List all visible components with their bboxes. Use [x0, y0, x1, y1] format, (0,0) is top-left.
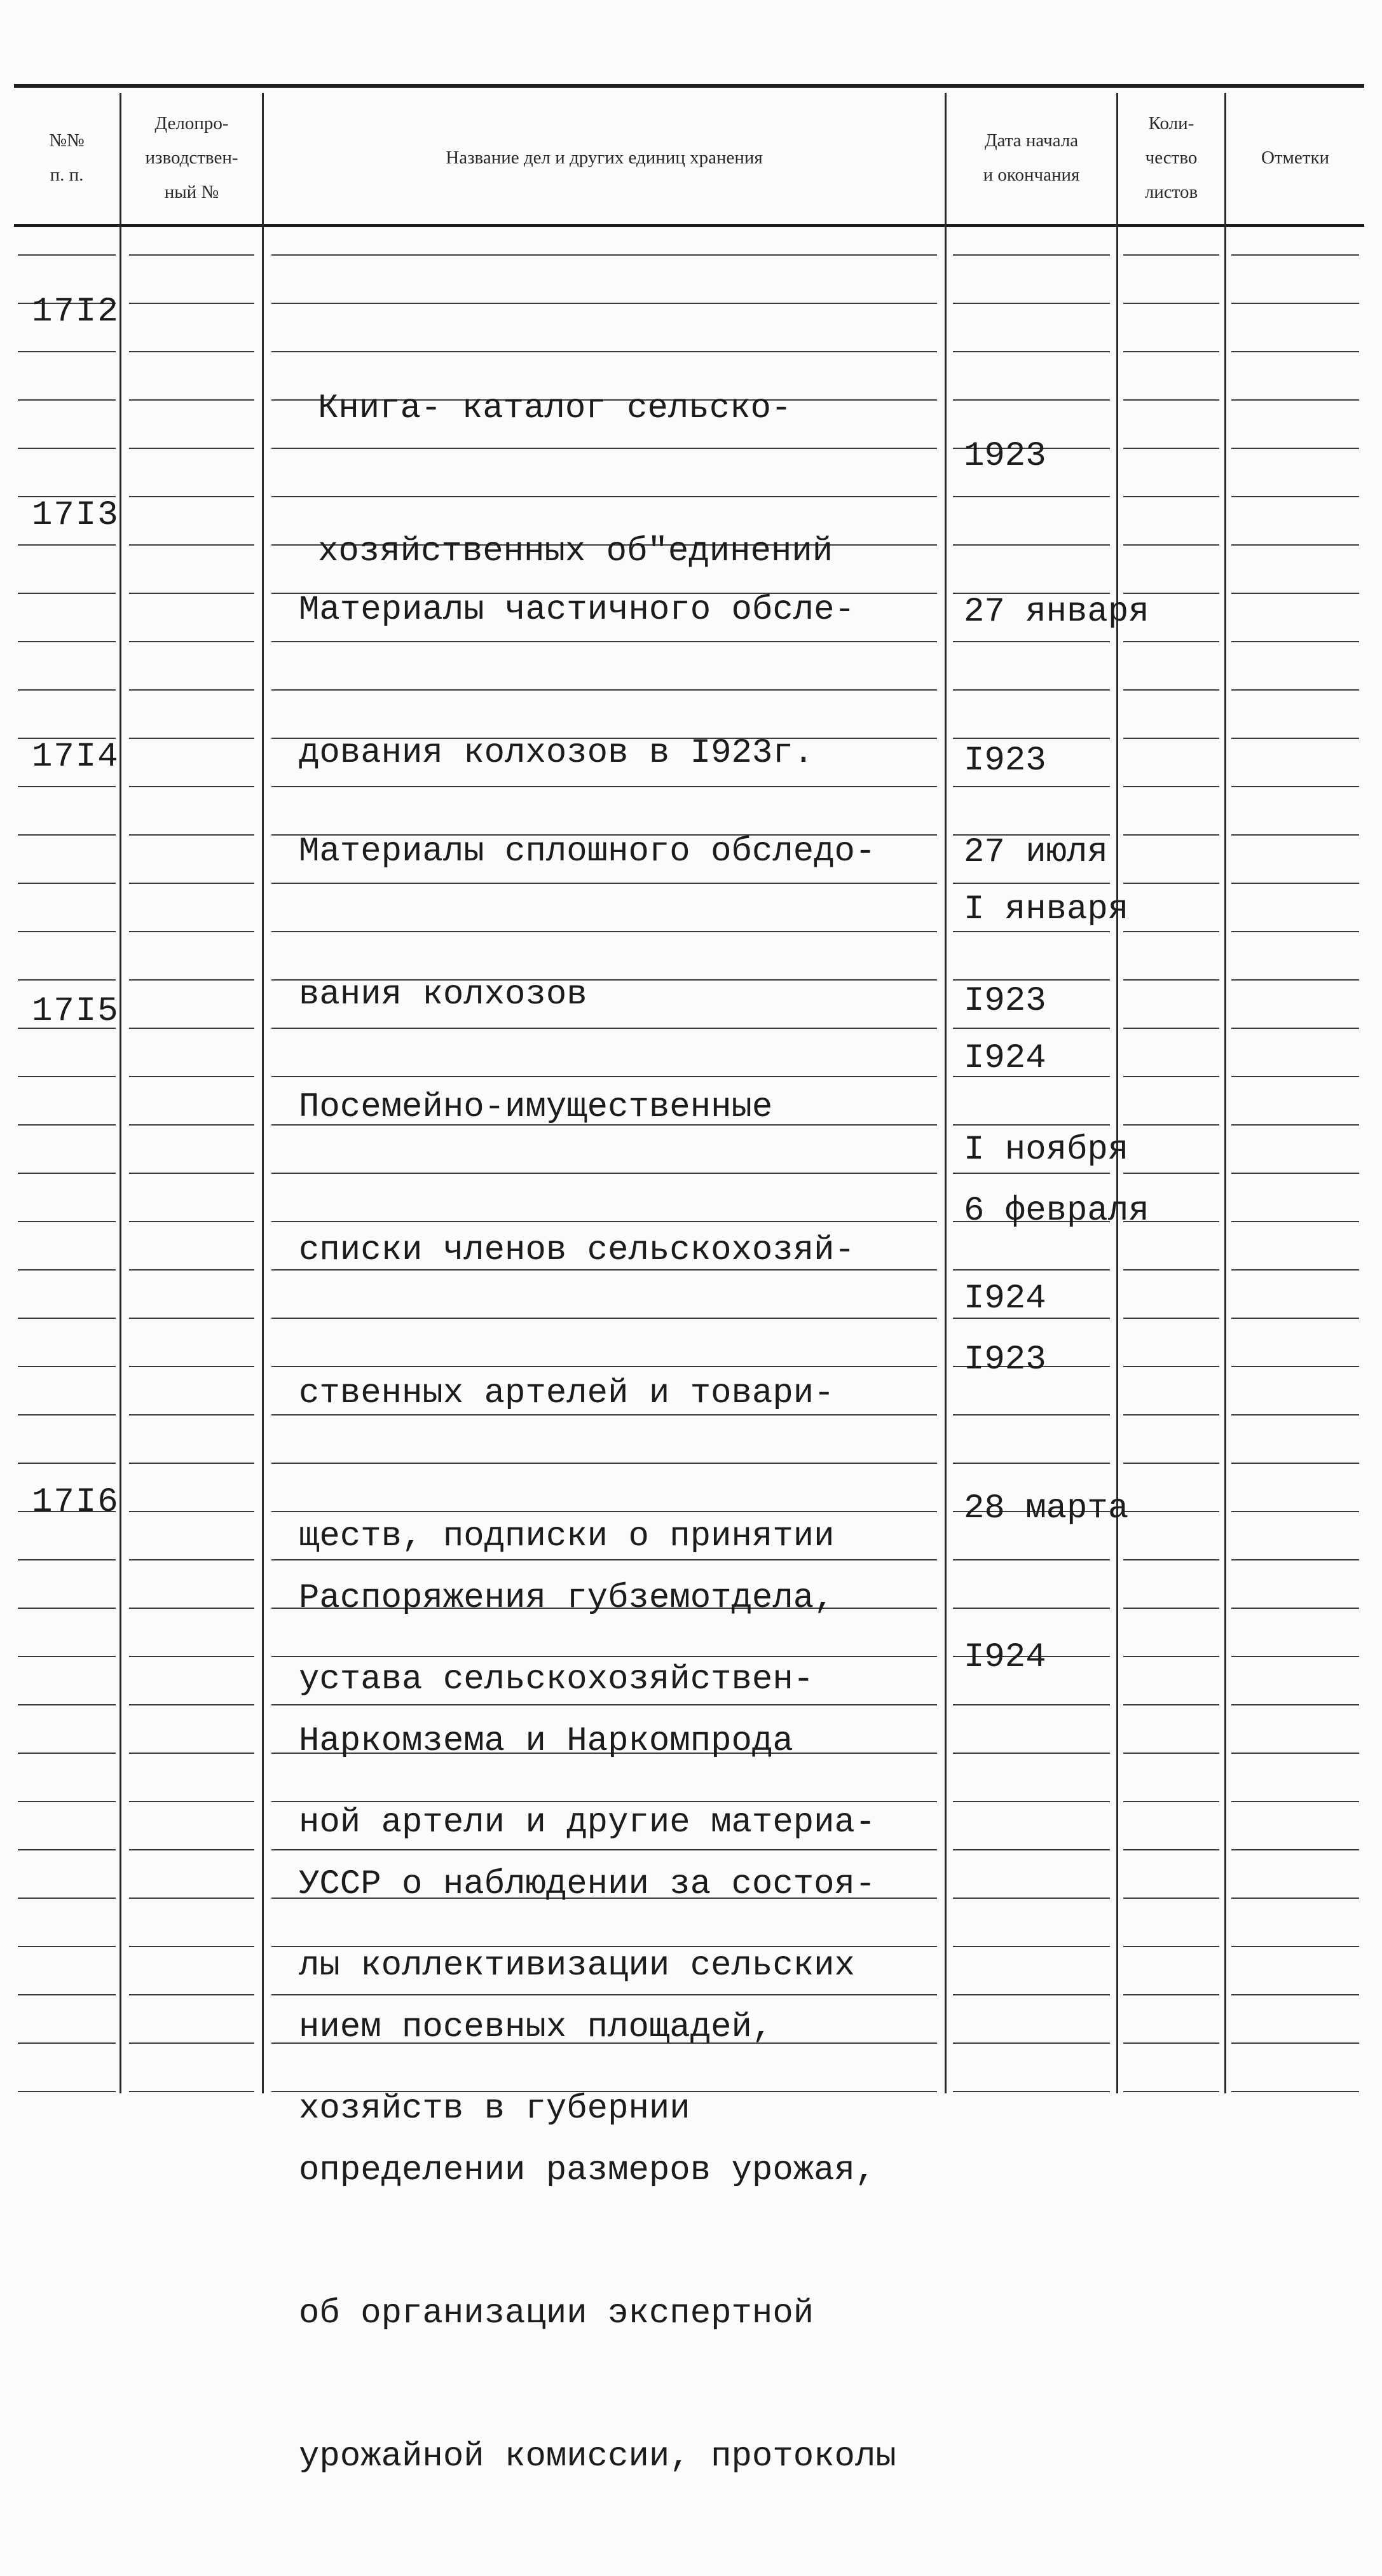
- ruled-line: [18, 1366, 116, 1367]
- ruled-line: [1231, 1704, 1359, 1705]
- ruled-line: [129, 448, 254, 449]
- ruled-line: [953, 2091, 1110, 2092]
- ruled-line: [1123, 351, 1219, 352]
- ruled-line: [18, 1801, 116, 1802]
- ruled-line: [1231, 254, 1359, 256]
- ruled-line: [129, 641, 254, 642]
- entry-title-line: лы коллективизации сельских: [299, 1946, 855, 1985]
- ruled-line: [129, 931, 254, 932]
- ruled-line: [1231, 1559, 1359, 1560]
- ruled-line: [18, 1608, 116, 1609]
- ruled-line: [1231, 786, 1359, 787]
- ruled-line: [1231, 1414, 1359, 1415]
- ruled-line: [129, 2042, 254, 2044]
- ruled-line: [18, 1463, 116, 1464]
- entry-title-line: об организации экспертной: [299, 2294, 814, 2333]
- ruled-line: [953, 254, 1110, 256]
- ruled-line: [1231, 883, 1359, 884]
- ruled-line: [1231, 1269, 1359, 1271]
- ruled-line: [1231, 1656, 1359, 1657]
- entry-date-line: I923: [964, 1340, 1046, 1379]
- header-title: [264, 95, 945, 220]
- ruled-line: [1231, 1221, 1359, 1222]
- ruled-line: [18, 883, 116, 884]
- entry-date-line: I января: [964, 890, 1129, 929]
- entry-dates: [964, 1087, 1149, 1782]
- column-divider: [1224, 93, 1226, 2093]
- ruled-line: [18, 1173, 116, 1174]
- ruled-line: [129, 2091, 254, 2092]
- entry-title-line: Посемейно-имущественные: [299, 1088, 773, 1127]
- ruled-line: [129, 1994, 254, 1995]
- ruled-line: [18, 1849, 116, 1850]
- entry-title-line: хозяйств в губернии: [299, 2090, 690, 2128]
- header-title-label: Название дел и других единиц хранения: [446, 148, 763, 168]
- ruled-line: [129, 834, 254, 836]
- ruled-line: [1231, 1076, 1359, 1077]
- ruled-line: [1231, 1801, 1359, 1802]
- entry-date-line: I ноября: [964, 1131, 1129, 1169]
- header-sheets: [1118, 95, 1224, 220]
- entry-title: [299, 1479, 896, 2576]
- ruled-line: [1231, 1608, 1359, 1609]
- ruled-line: [18, 1076, 116, 1077]
- ruled-line: [18, 1318, 116, 1319]
- entry-date-line: I923: [964, 741, 1046, 780]
- ruled-line: [129, 1028, 254, 1029]
- ruled-line: [953, 1898, 1110, 1899]
- entry-title-line: хозяйственных об"единений: [318, 532, 833, 571]
- ruled-line: [271, 254, 937, 256]
- entry-title-line: Материалы сплошного обследо-: [299, 832, 876, 871]
- ruled-line: [18, 786, 116, 787]
- ruled-line: [1231, 448, 1359, 449]
- ruled-line: [129, 1608, 254, 1609]
- entry-title-line: устава сельскохозяйствен-: [299, 1660, 814, 1699]
- ruled-line: [18, 979, 116, 981]
- ruled-line: [18, 1704, 116, 1705]
- ruled-line: [129, 1946, 254, 1947]
- column-divider: [945, 93, 947, 2093]
- ruled-line: [1231, 979, 1359, 981]
- ruled-line: [18, 2091, 116, 2092]
- ruled-line: [18, 351, 116, 352]
- ruled-line: [1231, 1124, 1359, 1126]
- ruled-line: [1123, 2091, 1219, 2092]
- ruled-line: [129, 1801, 254, 1802]
- ruled-line: [1231, 1173, 1359, 1174]
- ruled-line: [1231, 496, 1359, 497]
- entry-title-line: ществ, подписки о принятии: [299, 1517, 835, 1556]
- ruled-line: [129, 1124, 254, 1126]
- ruled-line: [129, 351, 254, 352]
- entry-number: 17I6: [32, 1483, 120, 1522]
- entry-date-line: I924: [964, 1638, 1046, 1677]
- ruled-line: [1123, 399, 1219, 401]
- ruled-line: [1123, 1801, 1219, 1802]
- ruled-line: [1231, 1898, 1359, 1899]
- entry-number: 17I4: [32, 738, 120, 776]
- entry-date-line: 28 марта: [964, 1489, 1129, 1528]
- ruled-line: [1231, 834, 1359, 836]
- ruled-line: [18, 593, 116, 594]
- ruled-line: [18, 689, 116, 691]
- ruled-line: [18, 641, 116, 642]
- header-notes-label: Отметки: [1261, 148, 1330, 168]
- column-divider: [262, 93, 264, 2093]
- ruled-line: [1231, 641, 1359, 642]
- ruled-line: [1231, 1028, 1359, 1029]
- ruled-line: [129, 303, 254, 304]
- ruled-line: [1231, 738, 1359, 739]
- ruled-line: [1231, 544, 1359, 546]
- ruled-line: [129, 883, 254, 884]
- ruled-line: [18, 1414, 116, 1415]
- ruled-line: [18, 1656, 116, 1657]
- ruled-line: [18, 254, 116, 256]
- ruled-line: [1123, 448, 1219, 449]
- entry-title-line: списки членов сельскохозяй-: [299, 1231, 855, 1270]
- ruled-line: [1231, 593, 1359, 594]
- entry-date-line: I924: [964, 1279, 1046, 1318]
- ruled-line: [1231, 689, 1359, 691]
- ruled-line: [129, 979, 254, 981]
- ruled-line: [1123, 1849, 1219, 1850]
- ruled-line: [129, 738, 254, 739]
- header-office-number: [121, 95, 262, 220]
- ruled-line: [953, 1801, 1110, 1802]
- ruled-line: [1231, 931, 1359, 932]
- ruled-line: [18, 834, 116, 836]
- entry-title-line: ной артели и другие материа-: [299, 1803, 876, 1842]
- ruled-line: [1231, 1946, 1359, 1947]
- ruled-line: [1231, 2042, 1359, 2044]
- ruled-line: [18, 1559, 116, 1560]
- header-notes: [1226, 95, 1364, 220]
- entry-title-line: ственных артелей и товари-: [299, 1374, 835, 1413]
- ruled-line: [1123, 2042, 1219, 2044]
- ruled-line: [129, 496, 254, 497]
- ruled-line: [129, 1318, 254, 1319]
- ruled-line: [18, 544, 116, 546]
- entry-title-line: определении размеров урожая,: [299, 2151, 876, 2190]
- ruled-line: [1123, 303, 1219, 304]
- ruled-line: [129, 1898, 254, 1899]
- entry-title-line: Материалы частичного обсле-: [299, 591, 855, 630]
- ruled-line: [129, 1704, 254, 1705]
- ruled-line: [129, 1656, 254, 1657]
- ruled-line: [953, 2042, 1110, 2044]
- ruled-line: [18, 1898, 116, 1899]
- ruled-line: [18, 931, 116, 932]
- ruled-line: [129, 1173, 254, 1174]
- ruled-line: [1231, 1463, 1359, 1464]
- ruled-line: [953, 1946, 1110, 1947]
- entry-title-line: Распоряжения губземотдела,: [299, 1579, 835, 1618]
- ruled-line: [1123, 1946, 1219, 1947]
- entry-title-line: Наркомзема и Наркомпрода: [299, 1722, 793, 1761]
- ruled-line: [129, 1076, 254, 1077]
- ruled-line: [129, 254, 254, 256]
- ruled-line: [129, 1463, 254, 1464]
- entry-title-line: вания колхозов: [299, 975, 587, 1014]
- ruled-line: [129, 399, 254, 401]
- ruled-line: [129, 1753, 254, 1754]
- entry-number: 17I2: [32, 293, 120, 331]
- entry-date-line: I923: [964, 982, 1046, 1021]
- ruled-line: [1231, 1511, 1359, 1512]
- ruled-line: [1231, 303, 1359, 304]
- ruled-line: [1231, 351, 1359, 352]
- ruled-line: [1231, 1753, 1359, 1754]
- entry-date-line: 1923: [964, 437, 1046, 476]
- ruled-line: [1123, 1994, 1219, 1995]
- top-rule: [14, 84, 1364, 88]
- ruled-line: [1231, 2091, 1359, 2092]
- header-sheets-label: Коли- чество листов: [1144, 113, 1198, 202]
- ruled-line: [129, 689, 254, 691]
- ruled-line: [129, 1511, 254, 1512]
- ruled-line: [129, 1269, 254, 1271]
- ruled-line: [129, 1559, 254, 1560]
- entry-number: 17I5: [32, 992, 120, 1031]
- ruled-line: [18, 1269, 116, 1271]
- entry-date-line: 27 июля: [964, 833, 1108, 872]
- ruled-line: [953, 303, 1110, 304]
- ruled-line: [18, 448, 116, 449]
- header-number-label: №№ п. п.: [49, 130, 85, 185]
- ruled-line: [1231, 1849, 1359, 1850]
- ruled-line: [129, 1366, 254, 1367]
- ruled-line: [1231, 1318, 1359, 1319]
- ruled-line: [129, 1414, 254, 1415]
- header-dates-label: Дата начала и окончания: [983, 130, 1080, 185]
- header-office-number-label: Делопро- изводствен- ный №: [145, 113, 238, 202]
- header-bottom-rule: [14, 224, 1364, 227]
- entry-date-line: 27 января: [964, 593, 1149, 631]
- ruled-line: [1123, 1898, 1219, 1899]
- ruled-line: [1231, 399, 1359, 401]
- ruled-line: [953, 1849, 1110, 1850]
- ruled-line: [129, 1849, 254, 1850]
- entry-title-line: нием посевных площадей,: [299, 2008, 773, 2047]
- ruled-line: [18, 2042, 116, 2044]
- ruled-line: [1231, 1366, 1359, 1367]
- ruled-line: [129, 593, 254, 594]
- ruled-line: [1123, 254, 1219, 256]
- entry-title-line: УССР о наблюдении за состоя-: [299, 1865, 876, 1904]
- column-divider: [120, 93, 121, 2093]
- ruled-line: [18, 399, 116, 401]
- header-dates: [947, 95, 1116, 220]
- entry-title-line: урожайной комиссии, протоколы: [299, 2437, 896, 2476]
- ruled-line: [953, 1994, 1110, 1995]
- ruled-line: [18, 1753, 116, 1754]
- ruled-line: [18, 1946, 116, 1947]
- ruled-line: [129, 1221, 254, 1222]
- entry-date-line: I924: [964, 1039, 1046, 1078]
- entry-title-line: дования колхозов в I923г.: [299, 734, 814, 773]
- header-number: [14, 95, 120, 220]
- ruled-line: [18, 1994, 116, 1995]
- ruled-line: [129, 544, 254, 546]
- ruled-line: [129, 786, 254, 787]
- ruled-line: [18, 1221, 116, 1222]
- entry-title-line: Книга- каталог сельско-: [318, 389, 792, 428]
- entry-number: 17I3: [32, 496, 120, 535]
- ruled-line: [18, 1124, 116, 1126]
- ruled-line: [1231, 1994, 1359, 1995]
- entry-date-line: 6 февраля: [964, 1192, 1149, 1230]
